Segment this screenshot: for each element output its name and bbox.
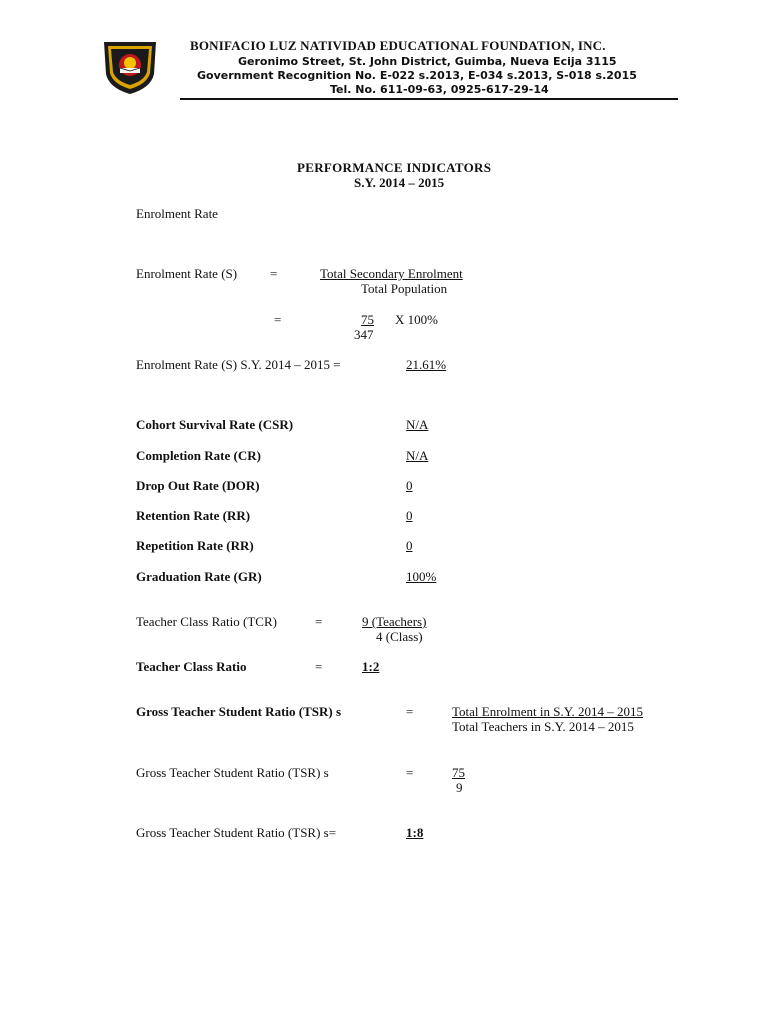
enrolment-value-denominator: 347 xyxy=(354,327,374,342)
tcr-denominator: 4 (Class) xyxy=(376,629,423,644)
tsr-result: 1:8 xyxy=(406,825,424,840)
enrolment-denominator: Total Population xyxy=(361,281,448,296)
tsr-label: Gross Teacher Student Ratio (TSR) s xyxy=(136,704,342,719)
tcr-label: Teacher Class Ratio (TCR) xyxy=(136,614,277,629)
rate-value: 0 xyxy=(406,538,413,553)
government-recognition: Government Recognition No. E-022 s.2013, E-034 s.2013, S-018 s.2015 xyxy=(197,69,637,82)
tcr-result: 1:2 xyxy=(362,659,380,674)
rate-label: Graduation Rate (GR) xyxy=(136,569,262,584)
page-title: PERFORMANCE INDICATORS xyxy=(297,160,492,175)
multiplier: X 100% xyxy=(395,312,438,327)
enrolment-result-label: Enrolment Rate (S) S.Y. 2014 – 2015 = xyxy=(136,357,341,372)
equals-sign: = xyxy=(274,312,282,327)
rate-value: N/A xyxy=(406,417,429,432)
tsr-denominator: Total Teachers in S.Y. 2014 – 2015 xyxy=(452,719,634,734)
tcr-numerator: 9 (Teachers) xyxy=(362,614,427,629)
rate-label: Repetition Rate (RR) xyxy=(136,538,254,553)
rate-label: Completion Rate (CR) xyxy=(136,448,261,463)
equals-sign: = xyxy=(406,765,414,780)
rate-label: Drop Out Rate (DOR) xyxy=(136,478,260,493)
tcr-result-label: Teacher Class Ratio xyxy=(136,659,247,674)
telephone-numbers: Tel. No. 611-09-63, 0925-617-29-14 xyxy=(330,83,549,96)
enrolment-numerator: Total Secondary Enrolment xyxy=(320,266,463,281)
rate-value: N/A xyxy=(406,448,429,463)
rate-value: 100% xyxy=(406,569,437,584)
equals-sign: = xyxy=(406,704,414,719)
enrolment-result: 21.61% xyxy=(406,357,447,372)
page-subtitle: S.Y. 2014 – 2015 xyxy=(354,175,445,190)
school-seal-icon xyxy=(101,38,159,96)
tsr-value-numerator: 75 xyxy=(452,765,465,780)
tsr-value-denominator: 9 xyxy=(456,780,463,795)
enrolment-heading: Enrolment Rate xyxy=(136,206,218,221)
rate-label: Cohort Survival Rate (CSR) xyxy=(136,417,294,432)
org-name: BONIFACIO LUZ NATIVIDAD EDUCATIONAL FOUNDATION, INC. xyxy=(190,38,606,53)
rate-label: Retention Rate (RR) xyxy=(136,508,251,523)
enrolment-rate-label: Enrolment Rate (S) xyxy=(136,266,238,281)
equals-sign: = xyxy=(315,614,323,629)
rate-value: 0 xyxy=(406,508,413,523)
enrolment-value-numerator: 75 xyxy=(361,312,374,327)
rate-value: 0 xyxy=(406,478,413,493)
equals-sign: = xyxy=(315,659,323,674)
tsr-label-2: Gross Teacher Student Ratio (TSR) s xyxy=(136,765,329,780)
tsr-numerator: Total Enrolment in S.Y. 2014 – 2015 xyxy=(452,704,643,719)
header-divider xyxy=(180,98,678,100)
school-logo xyxy=(101,38,159,96)
org-address: Geronimo Street, St. John District, Guimba, Nueva Ecija 3115 xyxy=(238,55,617,68)
tsr-result-label: Gross Teacher Student Ratio (TSR) s= xyxy=(136,825,337,840)
equals-sign: = xyxy=(270,266,278,281)
